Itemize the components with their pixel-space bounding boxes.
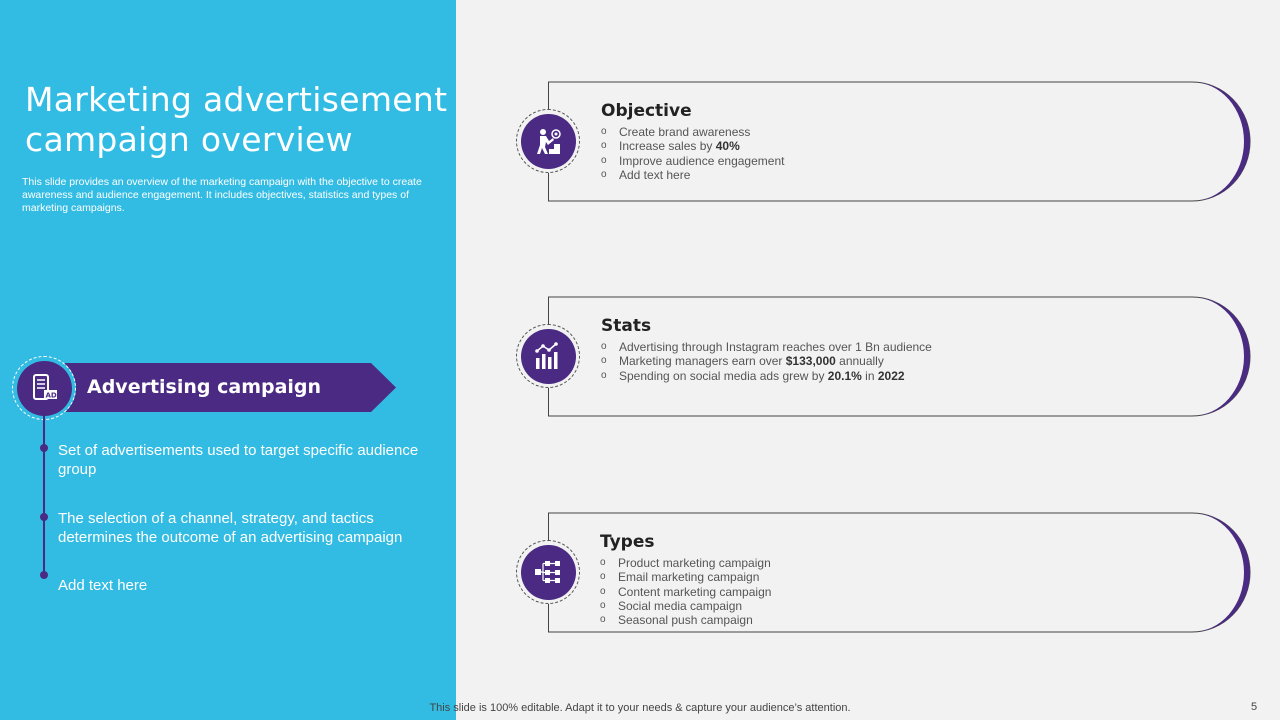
timeline-dot: [40, 571, 48, 579]
advertising-campaign-banner: [40, 363, 396, 412]
mobile-ad-icon: [29, 373, 59, 403]
campaign-label: Advertising campaign: [87, 376, 322, 398]
timeline-dot: [40, 513, 48, 521]
list-item: o Spending on social media ads grew by 20.1% in 2022: [601, 368, 905, 383]
list-item: o Create brand awareness: [601, 125, 751, 139]
list-item: o Add text here: [601, 167, 691, 182]
hierarchy-icon: [532, 556, 564, 588]
list-item: o Increase sales by 40%: [601, 139, 740, 154]
types-title: Types: [600, 532, 655, 552]
objective-card: [548, 81, 1254, 202]
types-list: [600, 556, 771, 627]
list-item: o Improve audience engagement: [601, 153, 785, 168]
list-item: o Marketing managers earn over $133,000 annually: [601, 354, 884, 369]
campaign-icon-badge: [12, 356, 76, 420]
timeline-dot: [40, 444, 48, 452]
objective-list: [601, 125, 784, 182]
timeline-line: [43, 412, 45, 575]
list-item: o Content marketing campaign: [600, 584, 772, 599]
footer-note: This slide is 100% editable. Adapt it to your needs & capture your audience’s attention.: [429, 702, 851, 714]
left-panel: [0, 0, 456, 720]
list-item: o Email marketing campaign: [600, 570, 760, 585]
campaign-point-2: The selection of a channel, strategy, and tactics determines the outcome of an advertising campaign: [58, 510, 403, 546]
page-number: 5: [1251, 701, 1258, 713]
list-item: o Advertising through Instagram reaches over 1 Bn audience: [601, 340, 932, 354]
types-card: [548, 512, 1254, 633]
campaign-point-3: Add text here: [58, 577, 148, 594]
slide-title: Marketing advertisement campaign overview: [25, 80, 448, 159]
stats-list: [601, 340, 932, 383]
svg-text:AD: AD: [45, 391, 57, 400]
list-item: o Product marketing campaign: [600, 556, 771, 570]
objective-title: Objective: [601, 101, 692, 121]
list-item: o Social media campaign: [600, 598, 743, 613]
slide-subtitle: This slide provides an overview of the marketing campaign with the objective to create awareness and audience engagement. It includes objectives, statistics and types of marketing campaigns.: [22, 176, 422, 214]
goal-achievement-icon: [532, 125, 564, 157]
stats-card: [548, 296, 1254, 417]
campaign-point-1: Set of advertisements used to target specific audience group: [58, 442, 419, 478]
list-item: o Seasonal push campaign: [600, 613, 753, 628]
stats-icon-badge: [516, 324, 580, 388]
types-icon-badge: [516, 540, 580, 604]
objective-icon-badge: [516, 109, 580, 173]
bar-chart-icon: [532, 340, 564, 372]
stats-title: Stats: [601, 316, 652, 336]
